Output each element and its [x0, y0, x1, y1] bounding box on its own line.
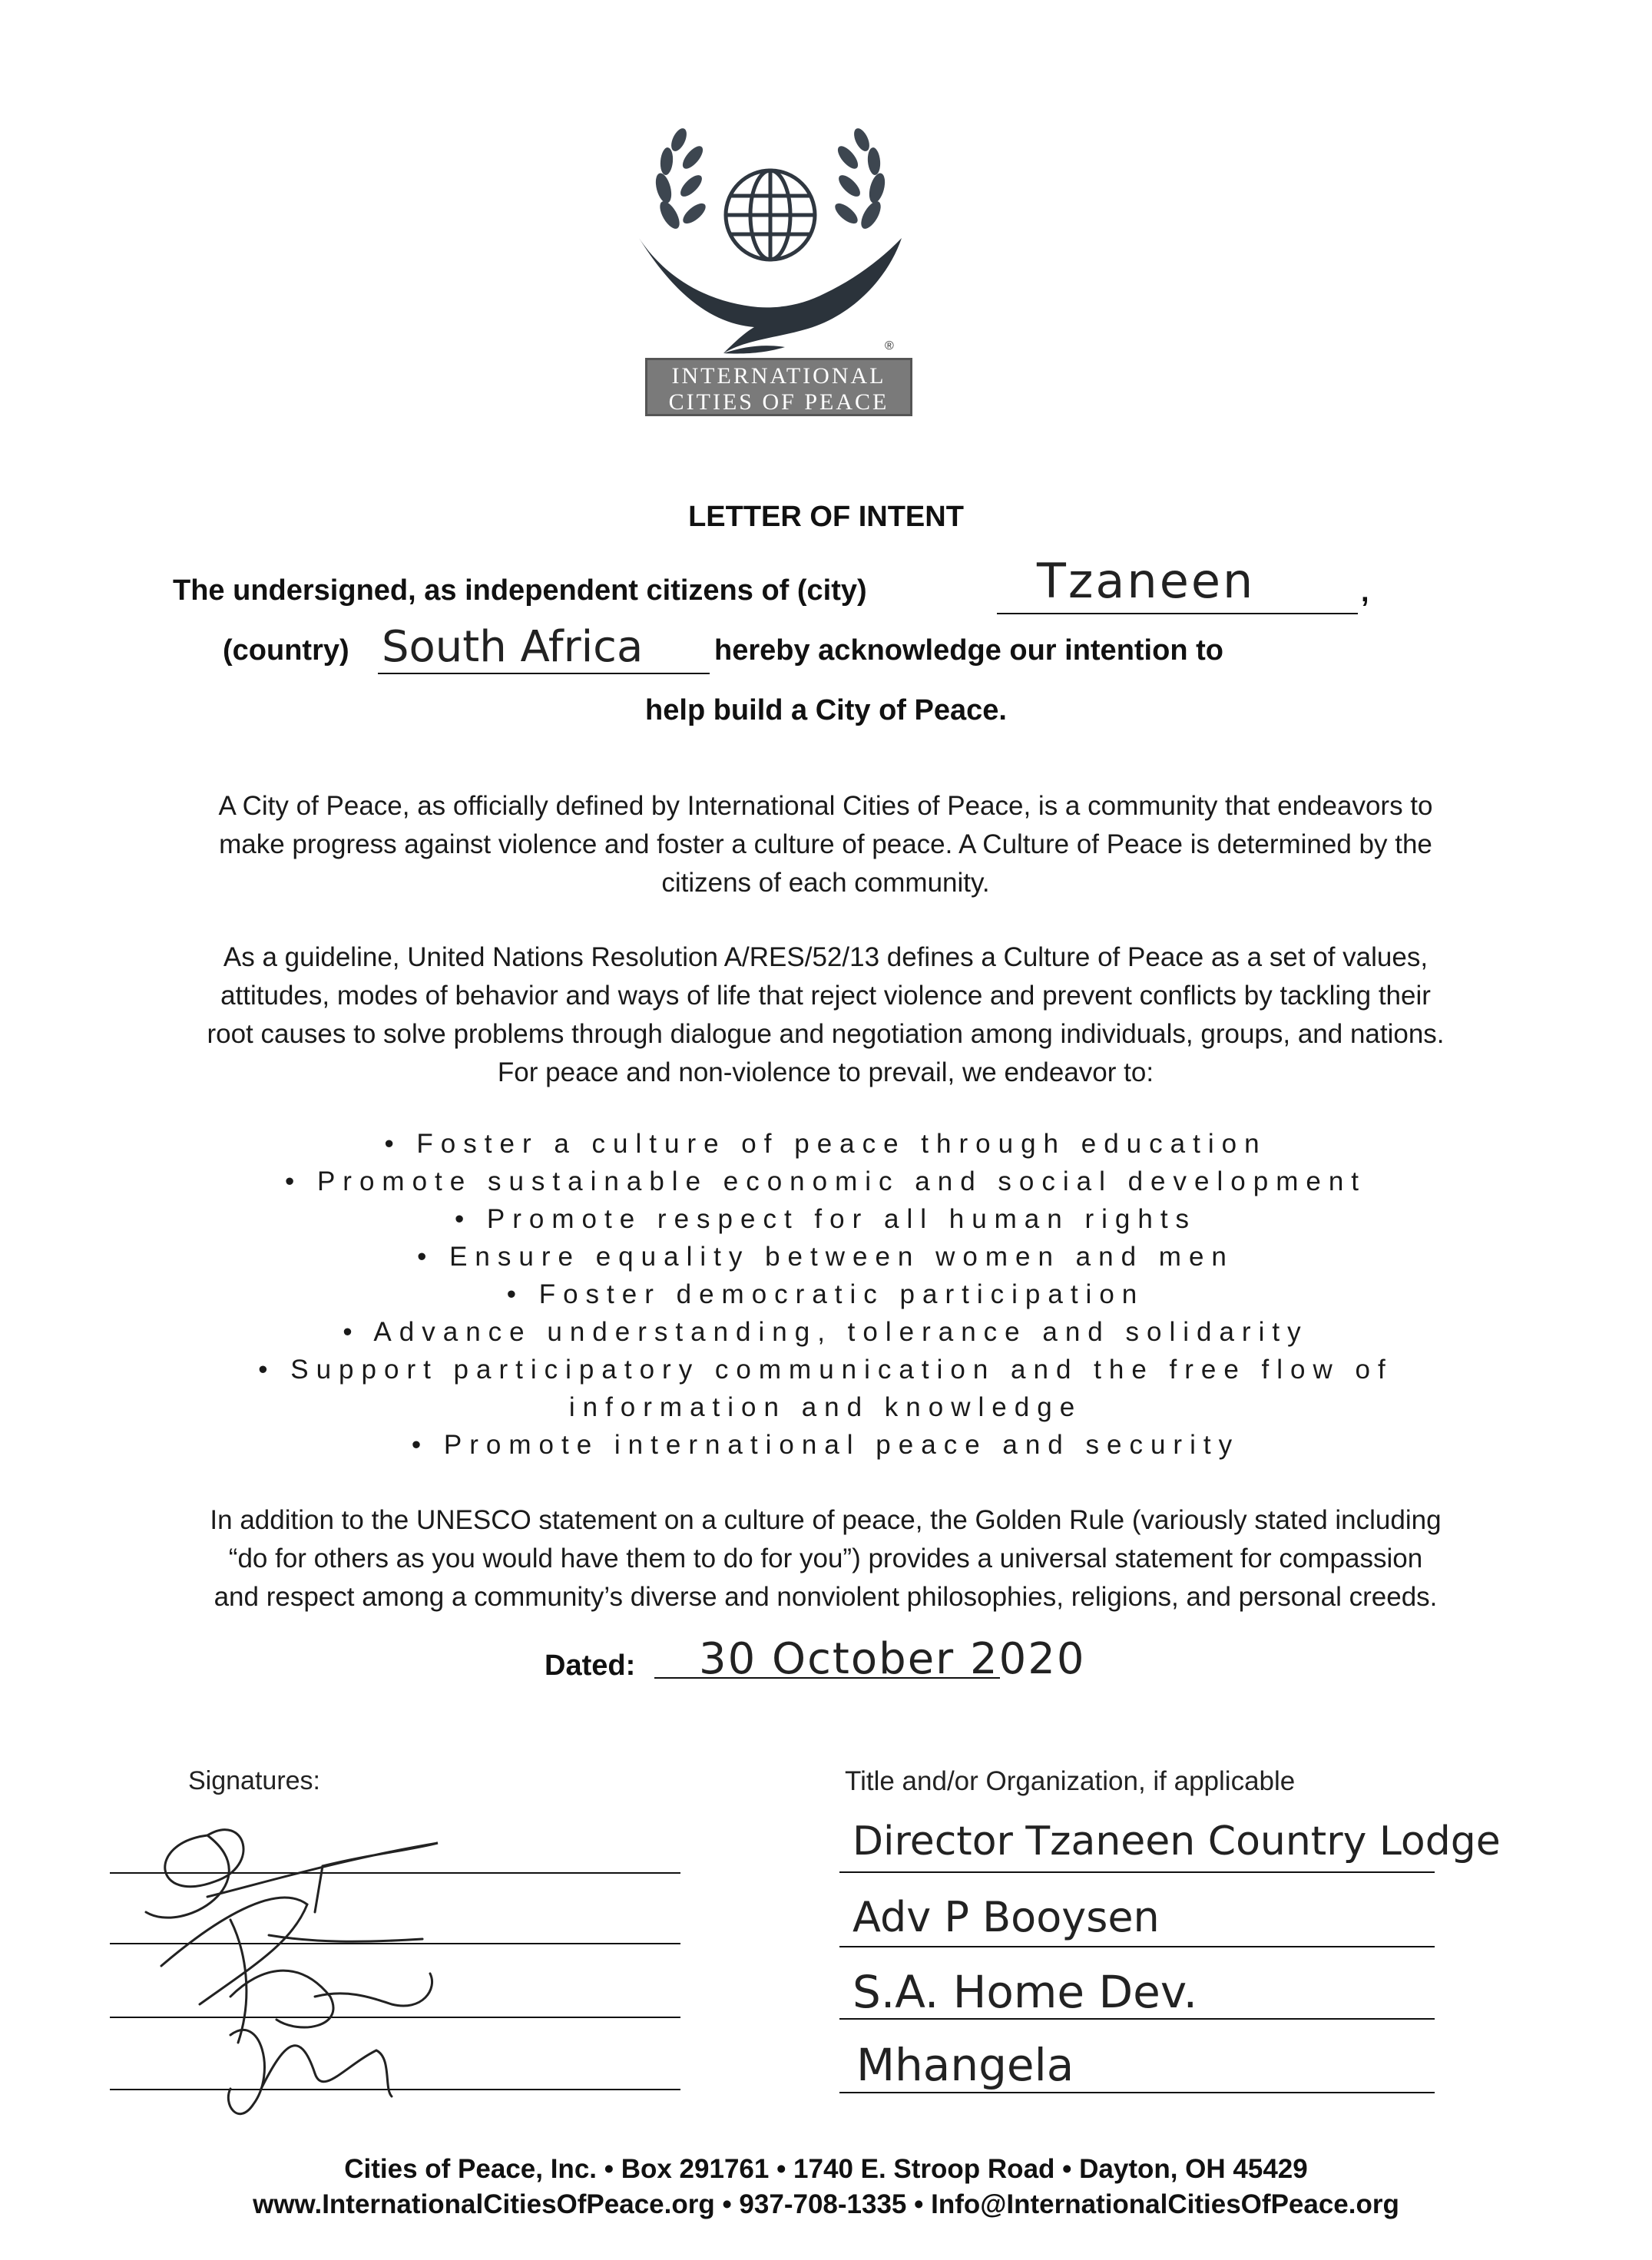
goal-item: • Support participatory communication and the free flow of [258, 1355, 1393, 1385]
goal-item: • Promote sustainable economic and social development [284, 1166, 1367, 1196]
paragraph1-line: A City of Peace, as officially defined by International Cities of Peace, is a community that endeavors to [218, 791, 1433, 821]
paragraph2-line: attitudes, modes of behavior and ways of life that reject violence and prevent conflicts by tackling their [220, 981, 1431, 1011]
org-label: Title and/or Organization, if applicable [845, 1766, 1296, 1796]
intro-line3: help build a City of Peace. [645, 694, 1007, 726]
registered-mark: ® [885, 339, 894, 352]
letter-title: LETTER OF INTENT [688, 501, 964, 533]
title-line [839, 2092, 1435, 2093]
country-value: South Africa [382, 622, 644, 672]
goal-item: • Ensure equality between women and men [417, 1242, 1234, 1272]
intro-line1-suffix: , [1361, 576, 1369, 608]
city-value: Tzaneen [1037, 553, 1256, 609]
paragraph2-line: For peace and non-violence to prevail, we endeavor to: [497, 1057, 1154, 1087]
paragraph3-line: In addition to the UNESCO statement on a culture of peace, the Golden Rule (variously stated including [210, 1505, 1442, 1535]
paragraph2-line: As a guideline, United Nations Resolution A/RES/52/13 defines a Culture of Peace as a set of values, [223, 942, 1429, 972]
paragraph-city-of-peace [61, 787, 1590, 902]
intro-line2-suffix: hereby acknowledge our intention to [714, 634, 1223, 667]
goal-item: • Promote respect for all human rights [454, 1204, 1197, 1234]
logo-label-line1: INTERNATIONAL [671, 363, 886, 389]
footer-contact: www.InternationalCitiesOfPeace.org • 937-708-1335 • Info@InternationalCitiesOfPeace.org [253, 2189, 1399, 2219]
logo-label [645, 358, 912, 416]
title-line [839, 1946, 1435, 1947]
paragraph2-line: root causes to solve problems through dialogue and negotiation among individuals, groups, and nations. [207, 1019, 1445, 1049]
title-line [839, 2018, 1435, 2020]
goal-item: • Foster a culture of peace through education [384, 1129, 1267, 1159]
paragraph1-line: make progress against violence and foster a culture of peace. A Culture of Peace is determined by the [219, 829, 1432, 859]
goal-item: • Promote international peace and security [411, 1430, 1240, 1460]
goal-item: • Foster democratic participation [506, 1279, 1145, 1309]
paragraph-un-resolution [61, 938, 1590, 1092]
country-fill-line [378, 673, 710, 674]
title-entry: Adv P Booysen [852, 1893, 1160, 1941]
logo-label-line2: CITIES OF PEACE [668, 389, 889, 415]
title-line [839, 1871, 1435, 1873]
title-entry: Director Tzaneen Country Lodge [852, 1818, 1501, 1865]
paragraph1-line: citizens of each community. [661, 868, 990, 898]
goal-item: • Advance understanding, tolerance and solidarity [343, 1317, 1309, 1347]
dated-value: 30 October 2020 [699, 1634, 1086, 1684]
handwritten-signatures [115, 1766, 545, 2135]
dated-label: Dated: [545, 1650, 636, 1682]
peace-goals-list [61, 1125, 1590, 1464]
intro-line1-prefix: The undersigned, as independent citizens of (city) [173, 574, 867, 607]
title-entry: Mhangela [856, 2039, 1074, 2091]
paragraph3-line: and respect among a community’s diverse and nonviolent philosophies, religions, and personal creeds. [214, 1582, 1438, 1612]
city-fill-line [997, 613, 1358, 614]
paragraph-golden-rule [61, 1501, 1590, 1616]
paragraph3-line: “do for others as you would have them to do for you”) provides a universal statement for compassion [228, 1544, 1423, 1573]
title-entry: S.A. Home Dev. [852, 1966, 1198, 2018]
signatures-label: Signatures: [188, 1766, 320, 1795]
goal-item: information and knowledge [568, 1392, 1083, 1422]
country-label: (country) [223, 634, 349, 667]
footer-address: Cities of Peace, Inc. • Box 291761 • 1740 E. Stroop Road • Dayton, OH 45429 [344, 2154, 1308, 2184]
